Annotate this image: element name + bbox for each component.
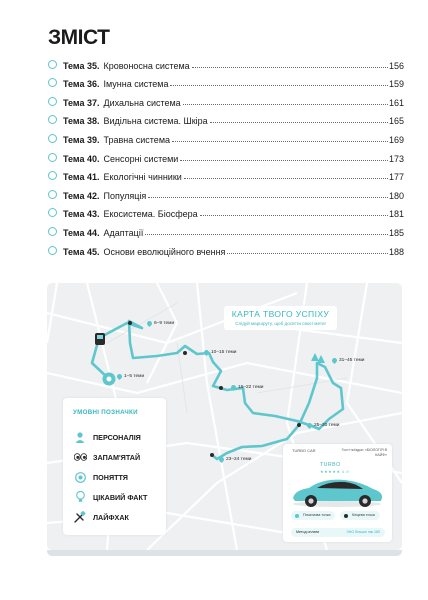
start-point-tag: Початкова точка (291, 511, 335, 520)
toc-title: Сенсорні системи (103, 153, 179, 164)
person-icon (73, 431, 87, 443)
car-icon (289, 474, 386, 508)
toc-title: Екологічні чинники (103, 172, 182, 183)
waypoint-label: 16–22 теми (231, 385, 263, 390)
payment-method-value: ЗНО більше ніж 180 (346, 530, 380, 534)
map-title-box (224, 306, 337, 330)
toc-number: Тема 43. (63, 209, 100, 220)
legend-label: ПОНЯТТЯ (93, 472, 128, 482)
legend-label: ЦІКАВИЙ ФАКТ (93, 492, 148, 502)
ride-card (283, 444, 392, 542)
legend-label: ЗАПАМ'ЯТАЙ (93, 452, 141, 462)
toc-leader (180, 160, 388, 161)
car-brand: TURBO CAR (292, 448, 316, 453)
toc-page: 161 (388, 97, 404, 108)
map-card-shadow (47, 550, 402, 556)
map-subtitle: Слідуй маршруту, щоб досягти своєї мети! (235, 321, 326, 326)
start-dot-icon (295, 514, 299, 518)
toc-page: 156 (388, 60, 404, 71)
toc-page: 181 (388, 209, 404, 220)
legend-item (73, 431, 141, 443)
toc-page: 159 (388, 79, 404, 90)
circle-bullet-icon (48, 208, 57, 217)
toc-number: Тема 36. (63, 79, 100, 90)
waypoint-label: 10–15 теми (204, 350, 236, 355)
eyes-icon (73, 451, 87, 463)
toc-row[interactable] (48, 164, 404, 183)
map-pin-icon (230, 384, 237, 391)
lifehack-icon (73, 511, 87, 523)
car-model: TURBO (320, 462, 341, 468)
toc-row[interactable] (48, 182, 404, 201)
map-title: КАРТА ТВОГО УСПІХУ (231, 309, 330, 319)
toc-page: 165 (388, 116, 404, 127)
legend-item (73, 471, 128, 483)
toc-leader (172, 141, 388, 142)
legend-item (73, 511, 129, 523)
payment-method (291, 528, 385, 537)
toc-leader (192, 67, 388, 68)
toc-title: Кровоносна система (103, 60, 190, 71)
toc-row[interactable] (48, 89, 404, 108)
waypoint-label: 23–24 теми (219, 457, 251, 462)
circle-bullet-icon (48, 97, 57, 106)
toc-title: Основи еволюційного вчення (103, 246, 226, 257)
lightbulb-icon (73, 491, 87, 503)
legend-label: ПЕРСОНАЛІЯ (93, 432, 141, 442)
legend-label: ЛАЙФХАК (93, 512, 129, 522)
toc-page: 188 (388, 246, 404, 257)
toc-title: Дихальна система (103, 97, 181, 108)
circle-bullet-icon (48, 78, 57, 87)
toc-title: Імунна система (103, 79, 169, 90)
toc-number: Тема 42. (63, 190, 100, 201)
waypoint-label: 6–9 теми (147, 321, 174, 326)
toc-leader (170, 85, 387, 86)
toc-title: Видільна система. Шкіра (103, 116, 208, 127)
circle-bullet-icon (48, 171, 57, 180)
toc-leader (227, 253, 388, 254)
toc-row[interactable] (48, 238, 404, 257)
toc-number: Тема 41. (63, 172, 100, 183)
toc-page: 173 (388, 153, 404, 164)
legend-panel (63, 398, 166, 535)
legend-item (73, 491, 147, 503)
page-title: ЗМІСТ (48, 26, 110, 49)
toc-page: 180 (388, 190, 404, 201)
map-pin-icon (306, 422, 313, 429)
toc-number: Тема 35. (63, 60, 100, 71)
concept-icon (73, 471, 87, 483)
table-of-contents (48, 52, 404, 257)
toc-number: Тема 45. (63, 246, 100, 257)
map-pin-icon (203, 349, 210, 356)
legend-item (73, 451, 140, 463)
toc-number: Тема 40. (63, 153, 100, 164)
circle-bullet-icon (48, 60, 57, 69)
toc-row[interactable] (48, 145, 404, 164)
waypoint-label: 31–45 теми (332, 358, 364, 363)
payment-method-label: Метод оплати (296, 530, 320, 534)
toc-number: Тема 37. (63, 97, 100, 108)
toc-row[interactable] (48, 52, 404, 71)
toc-title: Популяція (103, 190, 147, 201)
toc-number: Тема 39. (63, 134, 100, 145)
end-dot-icon (344, 514, 348, 518)
toc-row[interactable] (48, 201, 404, 220)
map-pin-icon (331, 357, 338, 364)
toc-row[interactable] (48, 108, 404, 127)
circle-bullet-icon (48, 190, 57, 199)
toc-page: 177 (388, 172, 404, 183)
toc-leader (200, 215, 388, 216)
ride-guests: Гості поїздки: «БІОЛОГІЯ В КАЙФ» (341, 448, 387, 457)
toc-leader (148, 197, 388, 198)
end-point-tag: Кінцева точка (340, 511, 380, 520)
toc-number: Тема 38. (63, 116, 100, 127)
toc-row[interactable] (48, 126, 404, 145)
toc-leader (210, 122, 388, 123)
success-map (47, 283, 402, 550)
circle-bullet-icon (48, 227, 57, 236)
toc-title: Травна система (103, 134, 171, 145)
circle-bullet-icon (48, 134, 57, 143)
map-pin-icon (146, 320, 153, 327)
toc-number: Тема 44. (63, 227, 100, 238)
toc-leader (183, 104, 388, 105)
toc-leader (184, 178, 388, 179)
circle-bullet-icon (48, 246, 57, 255)
car-rating: ★★★★★ 4.9 (320, 469, 350, 474)
waypoint-label: 25–30 теми (307, 423, 339, 428)
toc-page: 185 (388, 227, 404, 238)
map-pin-icon (218, 456, 225, 463)
toc-row[interactable] (48, 71, 404, 90)
toc-title: Адаптації (103, 227, 144, 238)
waypoint-label: 1–5 теми (117, 374, 144, 379)
toc-title: Екосистема. Біосфера (103, 209, 198, 220)
toc-row[interactable] (48, 219, 404, 238)
circle-bullet-icon (48, 115, 57, 124)
circle-bullet-icon (48, 153, 57, 162)
legend-title: УМОВНІ ПОЗНАЧКИ (73, 409, 138, 416)
toc-page: 169 (388, 134, 404, 145)
map-pin-icon (116, 373, 123, 380)
toc-leader (145, 234, 388, 235)
